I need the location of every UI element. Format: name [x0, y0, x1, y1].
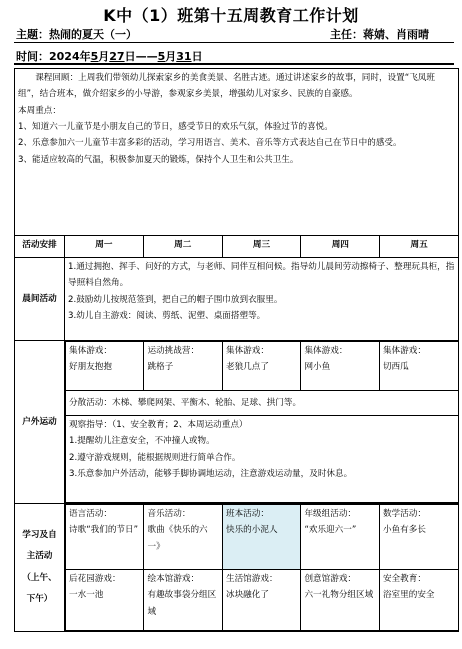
activity-content: 有趣故事袋分组区域 [147, 590, 217, 617]
focus-label: 本周重点： [18, 105, 61, 116]
activity-type-label: 绘本馆游戏： [147, 574, 200, 584]
time-sep: —— [135, 50, 158, 63]
header-divider-thick [14, 63, 454, 65]
time-start-day: 27 [109, 50, 125, 63]
teacher-value: 蒋婧、肖雨晴 [363, 28, 429, 41]
activity-content: 小鱼有多长 [382, 525, 426, 536]
activity-type-label: 年级组活动： [304, 509, 357, 519]
activity-content: “欢乐迎六一” [304, 525, 357, 536]
teacher-label: 主任： [330, 28, 363, 41]
activity-content: 浴室里的安全 [382, 590, 435, 601]
outdoor-game-cell [301, 342, 379, 391]
outdoor-label: 户外运动 [15, 341, 65, 504]
learning-cell [301, 570, 379, 631]
activity-content: 歌曲《快乐的六一》 [147, 525, 208, 552]
day-wed: 周三 [222, 236, 301, 258]
morning-item: 3.幼儿自主游戏：阅读、剪纸、泥塑、桌面搭塑等。 [68, 310, 266, 321]
outdoor-game-cell [144, 342, 222, 391]
time-line [16, 48, 203, 64]
day-mon: 周一 [65, 236, 144, 258]
learning-label-line: 下午） [26, 593, 53, 604]
activity-type-label: 创意馆游戏： [304, 574, 357, 584]
learning-content [65, 504, 459, 632]
game-name: 网小鱼 [304, 362, 331, 373]
outdoor-content [65, 341, 459, 504]
time-unit: 日 [191, 50, 203, 63]
focus-item: 3、能适应较高的气温，积极参加夏天的锻炼，保持个人卫生和公共卫生。 [18, 154, 299, 165]
plan-table [14, 68, 459, 632]
game-type-label: 集体游戏： [225, 346, 269, 356]
day-fri: 周五 [380, 236, 459, 258]
morning-content [65, 258, 459, 341]
game-name: 跳格子 [147, 362, 174, 373]
learning-cell [66, 570, 144, 631]
time-unit: 月 [98, 50, 110, 63]
day-thu: 周四 [301, 236, 380, 258]
learning-cell [144, 505, 222, 570]
time-year: 2024年 [49, 50, 91, 63]
observe-item: 1.提醒幼儿注意安全，不冲撞人或物。 [69, 436, 215, 447]
activity-content: 快乐的小泥人 [225, 525, 278, 536]
learning-cell [379, 505, 458, 570]
review-label: 课程回顾： [35, 73, 79, 83]
activity-type-label: 数学活动： [382, 509, 426, 519]
learning-label-line: 主活动 [26, 551, 53, 562]
learning-label-line: 学习及自 [22, 529, 57, 540]
review-text: 上周我们带领幼儿探索家乡的美食美景、名胜古迹。通过讲述家乡的故事，同时，设置“飞凤班组”，结合班本，做介绍家乡的小导游，参观家乡美景，增强幼儿对家乡、民族的自豪感。 [18, 73, 435, 100]
observe-item: 2.遵守游戏规则，能根据规则进行简单合作。 [69, 452, 241, 463]
observe-title: 观察指导：（1、安全教育；2、本周运动重点） [69, 420, 248, 430]
activity-type-label: 生活馆游戏： [225, 574, 278, 584]
activity-content: 冰块融化了 [225, 590, 269, 601]
page-title: K中（1）班第十五周教育工作计划 [103, 6, 359, 25]
time-label: 时间： [16, 50, 49, 63]
time-unit: 日 [124, 50, 136, 63]
observe-item: 3.乐意参加户外活动，能够手脚协调地运动，注意游戏运动量，及时休息。 [69, 468, 353, 479]
morning-label: 晨间活动 [15, 258, 65, 341]
activity-type-label: 班本活动： [225, 509, 269, 519]
game-name: 切西瓜 [382, 362, 409, 373]
outdoor-game-cell [66, 342, 144, 391]
game-name: 好朋友抱抱 [69, 362, 112, 373]
learning-label-line: （上午、 [22, 572, 57, 583]
learning-cell [66, 505, 144, 570]
scattered-activities: 分散活动：木梯、攀爬网架、平衡木、轮胎、足球、拱门等。 [66, 391, 458, 416]
morning-item: 1.通过拥抱、挥手、问好的方式，与老师、同伴互相问候。指导幼儿晨间劳动擦椅子、整理玩具柜，指导照料自然角。 [68, 262, 455, 289]
activity-type-label: 音乐活动： [147, 509, 191, 519]
day-header-row [15, 236, 459, 258]
theme-line [16, 26, 137, 42]
game-name: 老狼几点了 [225, 362, 269, 373]
intro-section [15, 69, 459, 236]
activity-content: 诗歌“我们的节日” [69, 525, 139, 536]
focus-item: 2、乐意参加六一儿童节丰富多彩的活动，学习用语言、美术、音乐等方式表达自己在节日中的感受。 [18, 138, 402, 149]
observe-guidance [66, 416, 458, 503]
time-end-month: 5 [157, 50, 166, 63]
learning-cell [379, 570, 458, 631]
learning-cell [301, 505, 379, 570]
schedule-label: 活动安排 [15, 236, 65, 258]
theme-value: 热闹的夏天（一） [49, 28, 137, 41]
focus-item: 1、知道六一儿童节是小朋友自己的节日，感受节日的欢乐气氛，体验过节的喜悦。 [18, 121, 333, 132]
time-end-day: 31 [176, 50, 192, 63]
morning-item: 2.鼓励幼儿按规范签到，把自己的帽子围巾放到衣服里。 [68, 294, 283, 305]
theme-label: 主题： [16, 28, 49, 41]
outdoor-game-cell [379, 342, 458, 391]
activity-content: 一水一池 [69, 590, 104, 601]
activity-type-label: 语言活动： [69, 509, 112, 519]
game-type-label: 集体游戏： [304, 346, 348, 356]
game-type-label: 运动挑战营： [147, 346, 200, 356]
activity-content: 六一礼物分组区域 [304, 590, 374, 601]
activity-type-label: 安全教育： [382, 574, 426, 584]
learning-cell-highlight [222, 505, 300, 570]
teacher-line [330, 26, 429, 42]
header-divider [14, 42, 454, 43]
time-start-month: 5 [90, 50, 99, 63]
time-unit: 月 [165, 50, 177, 63]
outdoor-game-cell [222, 342, 300, 391]
learning-label [15, 504, 65, 632]
day-tue: 周二 [143, 236, 222, 258]
activity-type-label: 后花园游戏： [69, 574, 121, 584]
learning-grid [65, 504, 458, 631]
game-type-label: 集体游戏： [69, 346, 112, 356]
outdoor-games [65, 341, 458, 503]
game-type-label: 集体游戏： [382, 346, 426, 356]
learning-cell [222, 570, 300, 631]
learning-cell [144, 570, 222, 631]
